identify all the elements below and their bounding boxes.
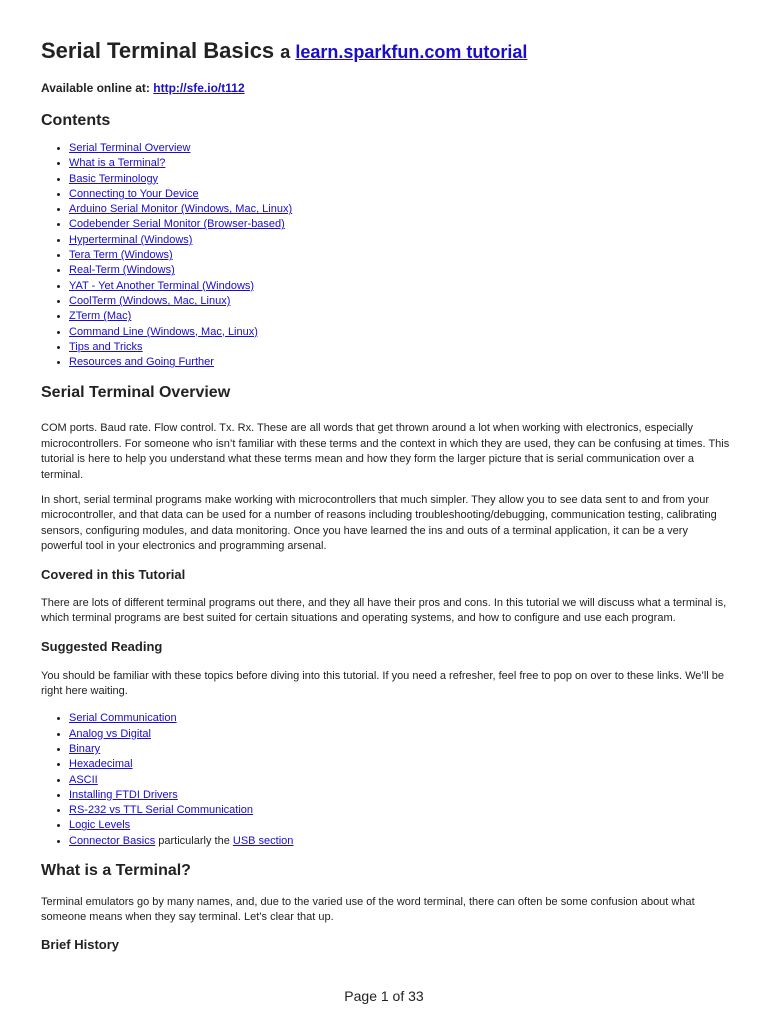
available-label: Available online at: — [41, 81, 150, 95]
reading-link[interactable]: RS-232 vs TTL Serial Communication — [69, 804, 254, 817]
brief-history-heading: Brief History — [41, 936, 120, 952]
list-item — [69, 773, 731, 788]
terminal-heading: What is a Terminal? — [41, 862, 191, 879]
title-prefix: a — [280, 42, 291, 62]
document-title — [41, 36, 731, 67]
reading-link[interactable]: Analog vs Digital — [69, 727, 151, 740]
list-item — [69, 803, 731, 818]
toc-link[interactable]: Serial Terminal Overview — [69, 142, 191, 154]
list-item — [69, 834, 731, 849]
toc-link[interactable]: Resources and Going Further — [69, 356, 214, 369]
toc-link[interactable]: Hyperterminal (Windows) — [69, 233, 193, 246]
document-page — [41, 36, 731, 954]
list-item — [69, 711, 731, 726]
connector-basics-note: particularly the — [155, 834, 233, 847]
overview-heading: Serial Terminal Overview — [41, 384, 231, 402]
connector-basics-link[interactable]: Connector Basics — [69, 834, 156, 847]
short-url-link[interactable]: http://sfe.io/t112 — [153, 81, 245, 95]
toc-link[interactable]: Tera Term (Windows) — [69, 249, 173, 262]
list-item — [69, 294, 731, 309]
list-item — [69, 233, 731, 248]
contents-heading: Contents — [41, 112, 111, 129]
list-item — [69, 309, 731, 324]
covered-heading: Covered in this Tutorial — [41, 566, 186, 582]
overview-paragraph-2: In short, serial terminal programs make working with microcontrollers that much simpler. They allow you to see data sent to and from your microcontroller, and that data can be used for a number of reasons including troubleshooting/debugging, communication testing, calibrating sensors, configuring modules, and data monitoring. Once you have learned the ins and outs of a terminal application, it can be a very powerful tool in your electronics and programming arsenal. — [41, 494, 717, 553]
list-item — [69, 742, 731, 757]
toc-link[interactable]: Connecting to Your Device — [69, 187, 199, 200]
list-item — [69, 325, 731, 340]
list-item — [69, 757, 731, 772]
list-item — [69, 355, 731, 370]
list-item — [69, 187, 731, 202]
covered-paragraph: There are lots of different terminal programs out there, and they all have their pros and cons. In this tutorial we will discuss what a terminal is, which terminal programs are best suited for certain situations and operating systems, and how to configure and use each program. — [41, 596, 727, 625]
reading-link[interactable]: Hexadecimal — [69, 758, 133, 771]
toc-link[interactable]: What is a Terminal? — [69, 157, 166, 170]
contents-list — [41, 141, 731, 370]
toc-link[interactable]: Basic Terminology — [69, 172, 159, 185]
terminal-paragraph: Terminal emulators go by many names, and, due to the varied use of the word terminal, there can often be some confusion about what someone means when they say terminal. Let’s clear that up. — [41, 896, 695, 924]
list-item — [69, 340, 731, 355]
usb-section-link[interactable]: USB section — [232, 834, 294, 847]
title-text: Serial Terminal Basics — [41, 38, 275, 63]
suggested-reading-heading: Suggested Reading — [41, 638, 163, 654]
toc-link[interactable]: Real-Term (Windows) — [69, 264, 175, 277]
toc-link[interactable]: Command Line (Windows, Mac, Linux) — [69, 325, 258, 338]
reading-link[interactable]: ASCII — [69, 773, 98, 786]
list-item — [69, 263, 731, 278]
list-item — [69, 727, 731, 742]
list-item — [69, 279, 731, 294]
available-online — [41, 80, 731, 96]
list-item — [69, 156, 731, 171]
list-item — [69, 788, 731, 803]
list-item — [69, 172, 731, 187]
toc-link[interactable]: CoolTerm (Windows, Mac, Linux) — [69, 294, 231, 307]
reading-link[interactable]: Serial Communication — [69, 712, 177, 725]
toc-link[interactable]: Tips and Tricks — [69, 340, 143, 353]
list-item — [69, 818, 731, 833]
reading-link[interactable]: Installing FTDI Drivers — [69, 788, 178, 801]
list-item — [69, 248, 731, 263]
suggested-reading-paragraph: You should be familiar with these topics before diving into this tutorial. If you need a refresher, feel free to pop on over to these links. We’ll be right here waiting. — [41, 669, 725, 697]
list-item — [69, 141, 731, 156]
overview-paragraph-1: COM ports. Baud rate. Flow control. Tx. Rx. These are all words that get thrown around a lot when working with electronics, especially microcontrollers. For someone who isn’t familiar with these terms and the context in which they are used, they can be confusing at times. This tutorial is here to help you understand what these terms mean and how they form the larger picture that is serial communication over a terminal. — [41, 422, 730, 481]
toc-link[interactable]: Arduino Serial Monitor (Windows, Mac, Linux) — [69, 203, 293, 216]
toc-link[interactable]: ZTerm (Mac) — [69, 310, 132, 323]
list-item — [69, 202, 731, 217]
toc-link[interactable]: YAT - Yet Another Terminal (Windows) — [69, 279, 255, 292]
toc-link[interactable]: Codebender Serial Monitor (Browser-based) — [69, 218, 285, 231]
page-number: Page 1 of 33 — [344, 988, 424, 1004]
reading-link[interactable]: Binary — [69, 742, 101, 755]
list-item — [69, 217, 731, 232]
tutorial-link[interactable]: learn.sparkfun.com tutorial — [295, 42, 528, 62]
reading-link[interactable]: Logic Levels — [69, 819, 131, 832]
suggested-reading-list — [41, 711, 731, 849]
